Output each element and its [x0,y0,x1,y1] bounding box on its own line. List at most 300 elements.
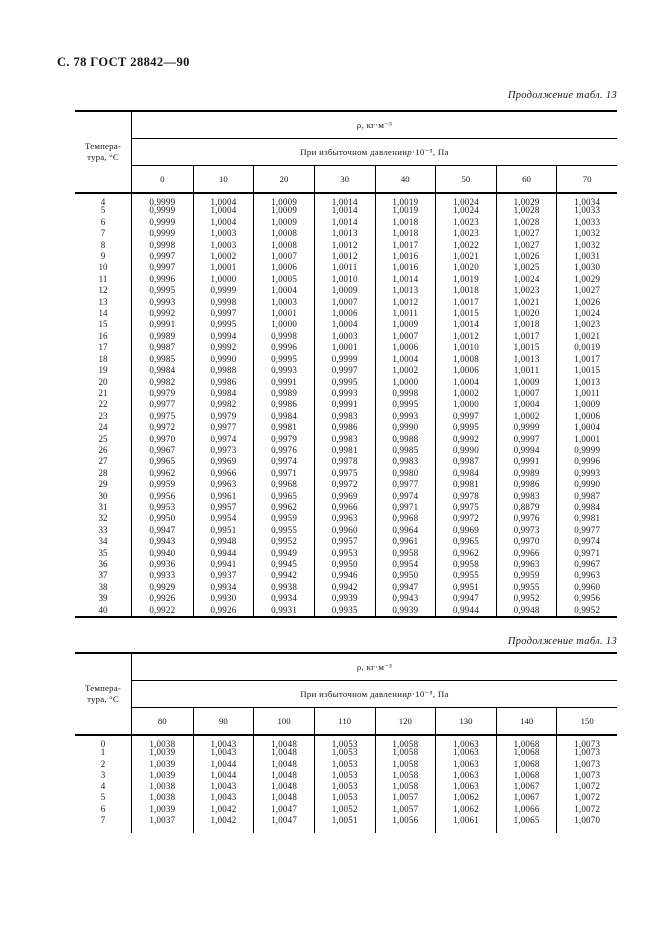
density-value-cell: 0,9936 [149,559,176,569]
density-value-cell: 1,0012 [314,240,375,251]
density-value-cell: 0,9943 [375,593,436,604]
density-value-cell: 0,9999 [149,205,176,216]
density-value-cell: 0,9945 [253,559,314,570]
density-value-cell: 1,0014 [314,217,375,228]
density-value-cell: 0,9985 [375,445,436,456]
density-value-cell: 1,0006 [375,342,436,353]
density-value-cell: 1,0053 [314,792,375,803]
density-value-cell: 1,0010 [314,274,375,285]
density-value-cell: 0,9983 [375,456,436,467]
table-row [75,605,617,616]
density-value-cell: 0,9971 [253,468,314,479]
temperature-column-header [75,654,132,734]
density-value-cell: 1,0009 [253,205,314,216]
table-row [75,377,617,388]
density-value-cell: 0,9994 [496,445,557,456]
density-value-cell: 1,0011 [496,365,557,376]
density-value-cell: 0,9986 [314,422,375,433]
temp-header-line2: тура, °С [87,152,119,162]
table-row [75,548,617,559]
density-value-cell: 1,0048 [253,792,314,803]
density-value-cell: 0,9999 [149,228,176,239]
density-value-cell: 0,9959 [149,479,176,490]
density-value-cell: 0,9988 [375,434,436,445]
table-row [75,502,617,513]
density-value-cell: 0,0019 [556,342,617,353]
density-value-cell: 1,0024 [435,194,496,208]
density-value-cell: 0,9991 [496,456,557,467]
density-value-cell: 0,9999 [149,216,176,227]
temperature-cell: 7 [75,815,132,833]
table-row [75,262,617,273]
density-value-cell: 1,0007 [253,251,314,262]
density-value-cell: 0,9972 [435,513,496,524]
density-value-cell: 0,9944 [193,548,254,559]
density-value-cell: 0,9934 [193,582,254,593]
density-value-cell: 1,0017 [375,240,436,251]
density-value-cell: 0,9954 [193,513,254,524]
density-value-cell: 1,0017 [556,354,617,365]
density-value-cell: 0,9951 [435,582,496,593]
table-row [75,815,617,833]
density-value-cell: 0,9963 [496,559,557,570]
density-value-cell: 0,9958 [435,559,496,570]
density-value-cell: 0,9963 [193,479,254,490]
pressure-col-header: 60 [496,166,557,192]
temperature-cell: 31 [75,502,132,513]
temperature-cell: 3 [75,770,132,781]
density-value-cell: 0,9978 [314,456,375,467]
temperature-cell: 6 [75,804,132,815]
density-value-cell: 0,9922 [149,604,176,615]
density-value-cell: 0,9976 [496,513,557,524]
density-value-cell: 1,0029 [496,194,557,208]
density-value-cell: 1,0009 [496,377,557,388]
density-value-cell: 1,0028 [496,205,557,216]
density-value-cell: 0,9977 [149,399,176,410]
density-value-cell: 0,9959 [253,513,314,524]
pressure-header-prefix: При избыточном давлении [300,689,408,699]
temp-header-line1: Темпера- [85,140,121,151]
density-value-cell: 0,9957 [314,536,375,547]
density-value-cell: 1,0039 [149,758,176,769]
density-value-cell: 1,0011 [314,262,375,273]
table-row [75,445,617,456]
density-value-cell: 1,0014 [375,274,436,285]
table-row [75,536,617,547]
pressure-col-header: 10 [193,166,254,192]
density-value-cell: 1,0044 [193,759,254,770]
table-row [75,525,617,536]
temperature-cell: 26 [75,445,132,456]
pressure-header [132,681,617,708]
density-value-cell: 1,0068 [496,747,557,758]
density-value-cell: 1,0004 [556,422,617,433]
temperature-cell: 4 [75,194,132,208]
density-value-cell: 1,0072 [556,792,617,803]
table-row [75,308,617,319]
density-value-cell: 0,9997 [435,411,496,422]
density-value-cell: 1,0068 [496,736,557,750]
density-value-cell: 1,0016 [375,262,436,273]
density-value-cell: 1,0043 [193,781,254,792]
density-value-cell: 1,0021 [435,251,496,262]
density-value-cell: 1,0002 [193,251,254,262]
density-value-cell: 1,0002 [375,365,436,376]
density-value-cell: 1,0068 [496,759,557,770]
density-value-cell: 1,0043 [193,736,254,750]
density-value-cell: 1,0018 [375,228,436,239]
density-table-part1 [75,110,617,618]
density-value-cell: 0,9995 [193,319,254,330]
density-value-cell: 1,0017 [435,297,496,308]
density-value-cell: 0,9977 [193,422,254,433]
density-value-cell: 1,0024 [556,308,617,319]
density-value-cell: 1,0072 [556,781,617,792]
density-value-cell: 1,0065 [496,815,557,833]
density-value-cell: 0,9998 [149,239,176,250]
density-value-cell: 1,0013 [314,228,375,239]
density-value-cell: 1,0015 [435,308,496,319]
density-value-cell: 0,9975 [314,468,375,479]
density-value-cell: 1,0053 [314,759,375,770]
density-value-cell: 0,9990 [375,422,436,433]
density-value-cell: 0,9979 [149,387,176,398]
density-value-cell: 1,0001 [556,434,617,445]
pressure-col-header: 20 [253,166,314,192]
temperature-cell: 27 [75,456,132,467]
table-row [75,217,617,228]
table-row [75,331,617,342]
density-value-cell: 1,0014 [314,205,375,216]
density-value-cell: 1,0023 [556,319,617,330]
temp-header-line2: тура, °С [87,694,119,704]
temperature-cell: 38 [75,582,132,593]
density-value-cell: 0,9992 [435,434,496,445]
density-value-cell: 0,9952 [496,593,557,604]
table-row [75,297,617,308]
temperature-cell: 4 [75,781,132,792]
temperature-cell: 5 [75,205,132,216]
temperature-cell: 12 [75,285,132,296]
density-value-cell: 0,9969 [193,456,254,467]
density-value-cell: 0,9942 [314,582,375,593]
density-value-cell: 0,9953 [149,501,176,512]
pressure-symbol: p [407,147,412,157]
density-value-cell: 1,0023 [435,217,496,228]
density-value-cell: 1,0019 [375,194,436,208]
density-value-cell: 1,0048 [253,736,314,750]
density-value-cell: 1,0062 [435,804,496,815]
density-value-cell: 1,0007 [314,297,375,308]
density-value-cell: 0,9987 [556,491,617,502]
density-value-cell: 0,9993 [149,296,176,307]
temperature-cell: 5 [75,792,132,803]
table-row [75,759,617,770]
density-value-cell: 0,9974 [253,456,314,467]
pressure-header-suffix: ·10⁻⁵, Па [411,688,449,699]
density-value-cell: 0,9974 [556,536,617,547]
density-value-cell: 0,9926 [193,605,254,616]
density-value-cell: 1,0027 [496,228,557,239]
density-value-cell: 1,0063 [435,747,496,758]
density-value-cell: 0,9938 [253,582,314,593]
temperature-cell: 33 [75,525,132,536]
density-value-cell: 1,0003 [193,240,254,251]
table-row [75,491,617,502]
density-value-cell: 0,9980 [375,468,436,479]
density-value-cell: 0,9963 [314,513,375,524]
density-value-cell: 0,9948 [496,605,557,616]
temperature-cell: 7 [75,228,132,239]
density-value-cell: 0,9971 [375,502,436,513]
density-value-cell: 1,0011 [375,308,436,319]
density-value-cell: 1,0004 [253,285,314,296]
density-value-cell: 1,0009 [314,285,375,296]
density-value-cell: 0,9952 [253,536,314,547]
density-value-cell: 1,0008 [435,354,496,365]
density-value-cell: 1,0011 [556,388,617,399]
density-value-cell: 0,9983 [496,491,557,502]
table-row [75,228,617,239]
density-value-cell: 0,9998 [193,297,254,308]
density-value-cell: 0,9966 [496,548,557,559]
temperature-cell: 35 [75,548,132,559]
pressure-col-header: 120 [375,708,436,734]
density-value-cell: 1,0057 [375,792,436,803]
density-value-cell: 0,9939 [375,605,436,616]
table-row [75,354,617,365]
density-value-cell: 1,0014 [435,319,496,330]
table-header [75,112,617,194]
density-value-cell: 1,0014 [314,194,375,208]
density-value-cell: 1,0033 [556,205,617,216]
temperature-cell: 20 [75,377,132,388]
density-value-cell: 0,9998 [375,388,436,399]
density-value-cell: 0,9997 [314,365,375,376]
density-value-cell: 0,9993 [375,411,436,422]
density-value-cell: 0,9982 [149,376,176,387]
density-value-cell: 0,9952 [556,605,617,616]
density-value-cell: 1,0032 [556,240,617,251]
pressure-header-prefix: При избыточном давлении [300,147,408,157]
density-value-cell: 0,9961 [193,491,254,502]
density-value-cell: 1,0000 [435,399,496,410]
density-value-cell: 1,0001 [193,262,254,273]
density-value-cell: 0,9950 [149,513,176,524]
density-value-cell: 0,9960 [314,525,375,536]
temperature-cell: 14 [75,308,132,319]
table-row [75,399,617,410]
density-value-cell: 0,9974 [193,434,254,445]
table-row [75,319,617,330]
temperature-cell: 25 [75,434,132,445]
temperature-cell: 16 [75,331,132,342]
density-value-cell: 1,0026 [556,297,617,308]
density-value-cell: 1,0028 [496,217,557,228]
density-value-cell: 0,9995 [314,377,375,388]
density-value-cell: 1,0044 [193,770,254,781]
density-value-cell: 0,9956 [556,593,617,604]
density-value-cell: 1,0061 [435,815,496,833]
density-value-cell: 1,0002 [496,411,557,422]
density-value-cell: 0,9990 [556,479,617,490]
density-value-cell: 1,0066 [496,804,557,815]
density-value-cell: 1,0012 [375,297,436,308]
density-value-cell: 1,0025 [496,262,557,273]
density-value-cell: 0,9939 [314,593,375,604]
density-value-cell: 1,0058 [375,747,436,758]
pressure-col-header: 30 [314,166,375,192]
density-value-cell: 0,9967 [556,559,617,570]
density-value-cell: 1,0052 [314,804,375,815]
table-row [75,456,617,467]
rho-header: ρ, кг·м⁻³ [132,112,617,139]
pressure-col-header: 90 [193,708,254,734]
density-value-cell: 0,9991 [149,319,176,330]
density-value-cell: 0,9962 [253,502,314,513]
density-value-cell: 1,0004 [193,205,254,216]
table-row [75,205,617,216]
pressure-col-header: 140 [496,708,557,734]
density-value-cell: 0,9947 [149,524,176,535]
density-value-cell: 0,9990 [435,445,496,456]
density-value-cell: 1,0031 [556,251,617,262]
density-value-cell: 0,9953 [314,548,375,559]
density-value-cell: 1,0000 [193,274,254,285]
density-value-cell: 0,9956 [149,490,176,501]
density-table-part2 [75,652,617,833]
density-value-cell: 1,0012 [435,331,496,342]
density-value-cell: 0,9994 [193,331,254,342]
density-value-cell: 0,9976 [253,445,314,456]
density-value-cell: 1,0053 [314,736,375,750]
table-row [75,365,617,376]
density-value-cell: 1,0013 [556,377,617,388]
density-value-cell: 0,9997 [149,251,176,262]
table-row [75,582,617,593]
density-value-cell: 1,0039 [149,747,176,758]
pressure-col-header: 40 [375,166,436,192]
density-value-cell: 1,0032 [556,228,617,239]
temperature-cell: 15 [75,319,132,330]
density-value-cell: 0,9934 [253,593,314,604]
density-value-cell: 1,0023 [435,228,496,239]
density-value-cell: 1,0029 [556,274,617,285]
density-value-cell: 1,0073 [556,736,617,750]
temperature-cell: 0 [75,736,132,750]
density-value-cell: 1,0039 [149,769,176,780]
table2-caption: Продолжение табл. 13 [507,636,617,647]
density-value-cell: 1,0047 [253,804,314,815]
density-value-cell: 0,9965 [253,491,314,502]
density-value-cell: 1,0008 [253,228,314,239]
density-value-cell: 1,0006 [556,411,617,422]
density-value-cell: 0,9984 [556,502,617,513]
pressure-symbol: p [407,689,412,699]
table-row [75,422,617,433]
density-value-cell: 0,9926 [149,593,176,604]
density-value-cell: 0,9949 [253,548,314,559]
density-value-cell: 0,9974 [375,491,436,502]
table-row [75,342,617,353]
density-value-cell: 0,9984 [253,411,314,422]
density-value-cell: 1,0053 [314,770,375,781]
density-value-cell: 0,9983 [314,434,375,445]
density-value-cell: 1,0007 [496,388,557,399]
density-value-cell: 1,0013 [375,285,436,296]
density-value-cell: 0,9935 [314,605,375,616]
temperature-cell: 30 [75,491,132,502]
density-value-cell: 1,0020 [496,308,557,319]
pressure-col-header: 130 [435,708,496,734]
density-value-cell: 0,9986 [253,399,314,410]
density-value-cell: 0,9986 [496,479,557,490]
density-value-cell: 1,0058 [375,759,436,770]
density-value-cell: 0,9968 [253,479,314,490]
density-value-cell: 1,0058 [375,781,436,792]
density-value-cell: 0,9948 [193,536,254,547]
density-value-cell: 0,9954 [375,559,436,570]
table-row [75,513,617,524]
table-row [75,285,617,296]
density-value-cell: 1,0048 [253,781,314,792]
density-value-cell: 0,9983 [314,411,375,422]
density-value-cell: 0,9995 [253,354,314,365]
density-value-cell: 1,0038 [149,781,176,792]
density-value-cell: 1,0038 [149,739,176,749]
density-value-cell: 1,0019 [435,274,496,285]
density-value-cell: 1,0006 [253,262,314,273]
table-row [75,736,617,747]
density-value-cell: 0,9955 [496,582,557,593]
table-row [75,240,617,251]
density-value-cell: 0,9991 [253,377,314,388]
density-value-cell: 1,0002 [435,388,496,399]
density-value-cell: 0,9977 [375,479,436,490]
density-value-cell: 1,0039 [149,803,176,814]
density-value-cell: 1,0027 [496,240,557,251]
density-value-cell: 1,0018 [496,319,557,330]
temperature-cell: 9 [75,251,132,262]
density-value-cell: 0,9959 [496,570,557,581]
temperature-cell: 10 [75,262,132,273]
density-value-cell: 1,0009 [253,194,314,208]
density-value-cell: 0,9984 [435,468,496,479]
density-value-cell: 1,0004 [193,217,254,228]
density-value-cell: 1,0034 [556,194,617,208]
temperature-column-header [75,112,132,192]
density-value-cell: 1,0007 [375,331,436,342]
density-value-cell: 1,0053 [314,781,375,792]
density-value-cell: 1,0013 [496,354,557,365]
density-value-cell: 1,0009 [253,217,314,228]
density-value-cell: 0,9999 [496,422,557,433]
density-value-cell: 1,0024 [435,205,496,216]
density-value-cell: 0,9989 [496,468,557,479]
temperature-cell: 11 [75,274,132,285]
density-value-cell: 0,9965 [435,536,496,547]
pressure-column-headers [132,166,617,192]
density-value-cell: 0,9979 [253,434,314,445]
temperature-cell: 6 [75,217,132,228]
density-value-cell: 0,9999 [314,354,375,365]
temperature-cell: 39 [75,593,132,604]
density-value-cell: 1,0020 [435,262,496,273]
density-value-cell: 0,9981 [556,513,617,524]
density-value-cell: 1,0008 [253,240,314,251]
density-value-cell: 0,9984 [193,388,254,399]
